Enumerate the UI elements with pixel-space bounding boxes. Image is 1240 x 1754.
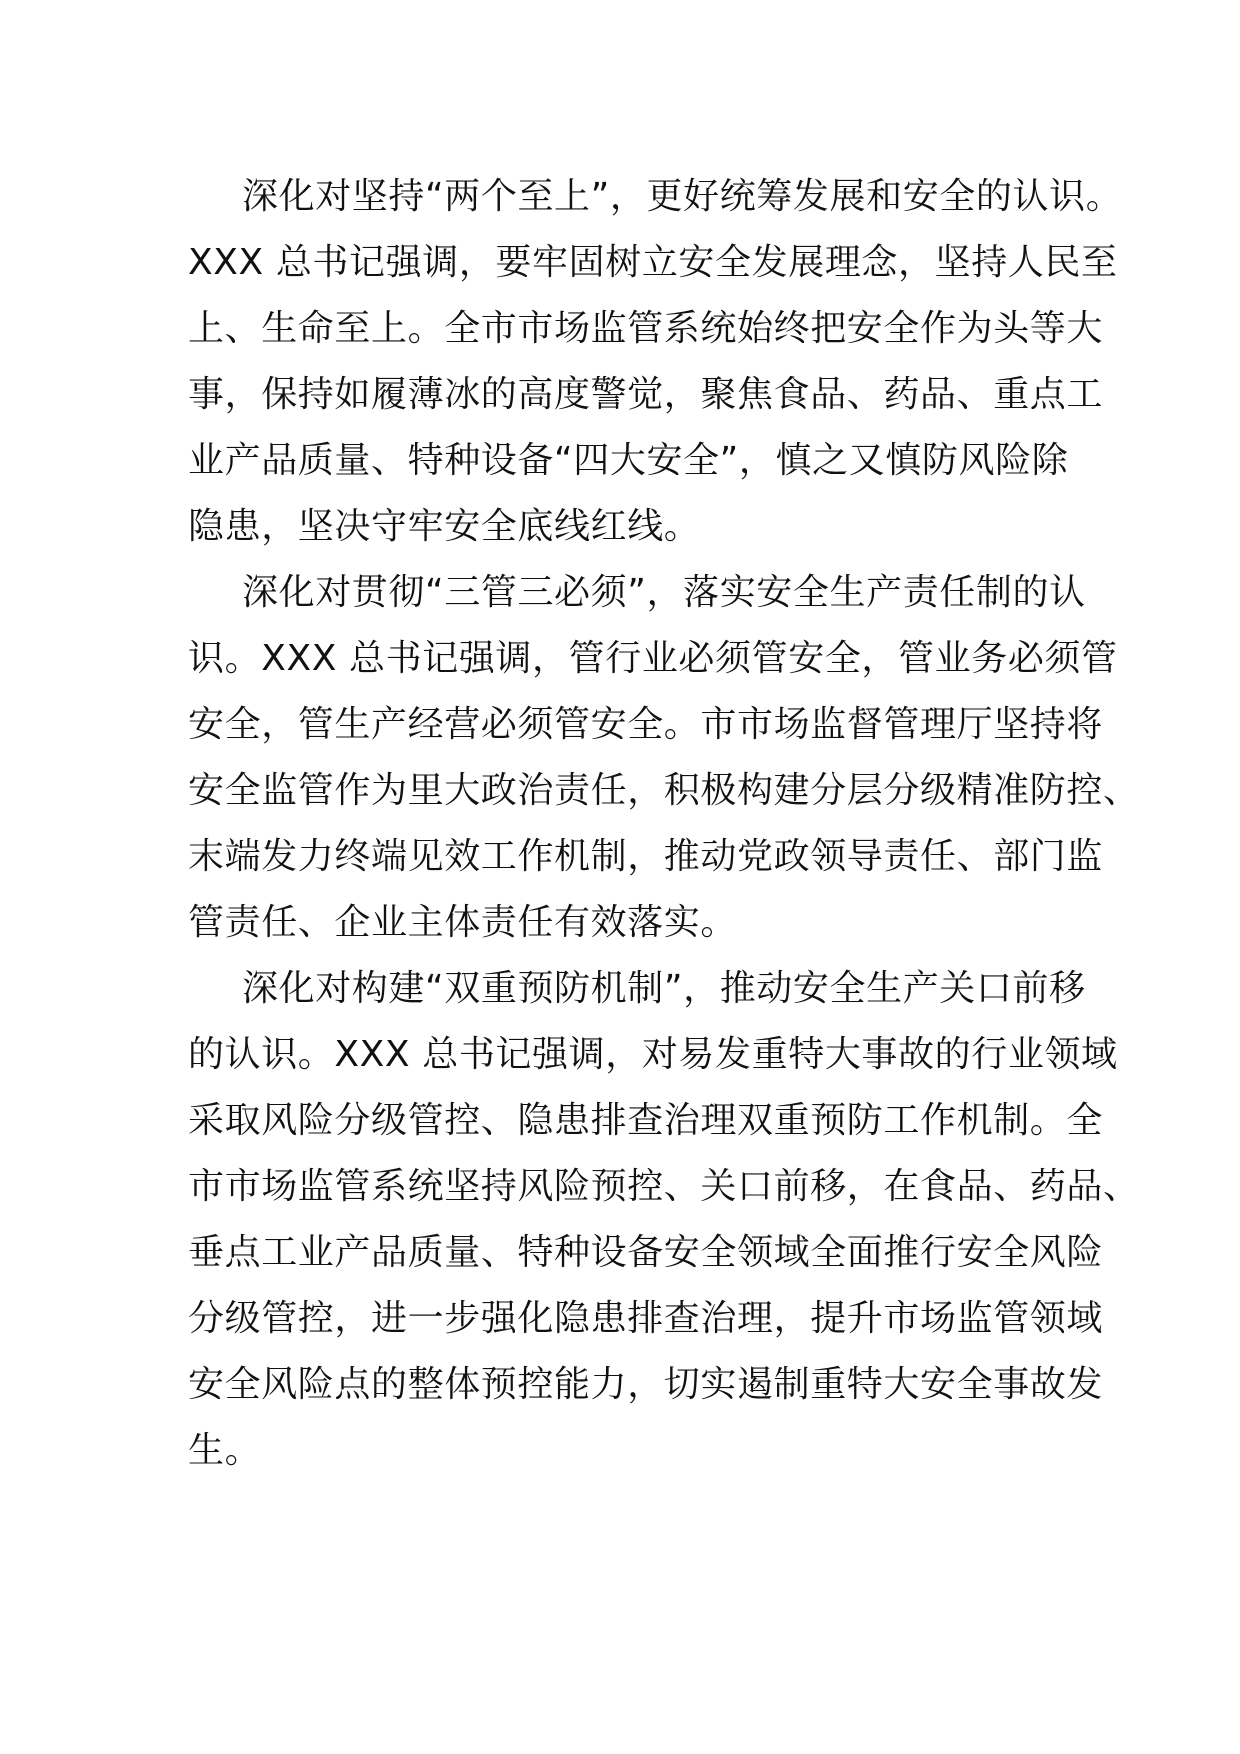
paragraph-line: 安全，管生产经营必须管安全。市市场监督管理厅坚持将 bbox=[188, 704, 1104, 745]
paragraph-line: 上、生命至上。全市市场监管系统始终把安全作为头等大 bbox=[188, 308, 1104, 349]
paragraph-line: 管责任、企业主体责任有效落实。 bbox=[188, 902, 738, 943]
paragraph-line: 末端发力终端见效工作机制，推动党政领导责任、部门监 bbox=[188, 836, 1104, 877]
paragraph-line: 事，保持如履薄冰的高度警觉，聚焦食品、药品、重点工 bbox=[188, 374, 1104, 415]
paragraph-line: 安全风险点的整体预控能力，切实遏制重特大安全事故发 bbox=[188, 1364, 1104, 1405]
paragraph-line: 的认识。XXX 总书记强调，对易发重特大事故的行业领域 bbox=[188, 1034, 1118, 1075]
paragraph-line: 业产品质量、特种设备“四大安全”，慎之又慎防风险除 bbox=[188, 440, 1069, 481]
paragraph-line: 市市场监管系统坚持风险预控、关口前移，在食品、药品、 bbox=[188, 1166, 1140, 1207]
paragraph-line: 深化对构建“双重预防机制”，推动安全生产关口前移 bbox=[242, 968, 1086, 1009]
paragraph-line: 生。 bbox=[188, 1430, 262, 1471]
paragraph-line: 分级管控，进一步强化隐患排查治理，提升市场监管领域 bbox=[188, 1298, 1104, 1339]
paragraph-three-musts bbox=[188, 560, 1140, 956]
paragraph-line: 深化对坚持“两个至上”，更好统筹发展和安全的认识。 bbox=[242, 176, 1123, 217]
paragraph-line: 识。XXX 总书记强调，管行业必须管安全，管业务必须管 bbox=[188, 638, 1118, 679]
paragraph-line: 安全监管作为里大政治责任，积极构建分层分级精准防控、 bbox=[188, 770, 1140, 811]
paragraph-line: 垂点工业产品质量、特种设备安全领域全面推行安全风险 bbox=[188, 1232, 1104, 1273]
paragraph-line: XXX 总书记强调，要牢固树立安全发展理念，坚持人民至 bbox=[188, 242, 1118, 283]
paragraph-line: 隐患，坚决守牢安全底线红线。 bbox=[188, 506, 701, 547]
paragraph-line: 采取风险分级管控、隐患排查治理双重预防工作机制。全 bbox=[188, 1100, 1104, 1141]
paragraph-line: 深化对贯彻“三管三必须”，落实安全生产责任制的认 bbox=[242, 572, 1086, 613]
paragraph-dual-prevention bbox=[188, 956, 1140, 1484]
paragraph-two-supremacies bbox=[188, 164, 1123, 560]
